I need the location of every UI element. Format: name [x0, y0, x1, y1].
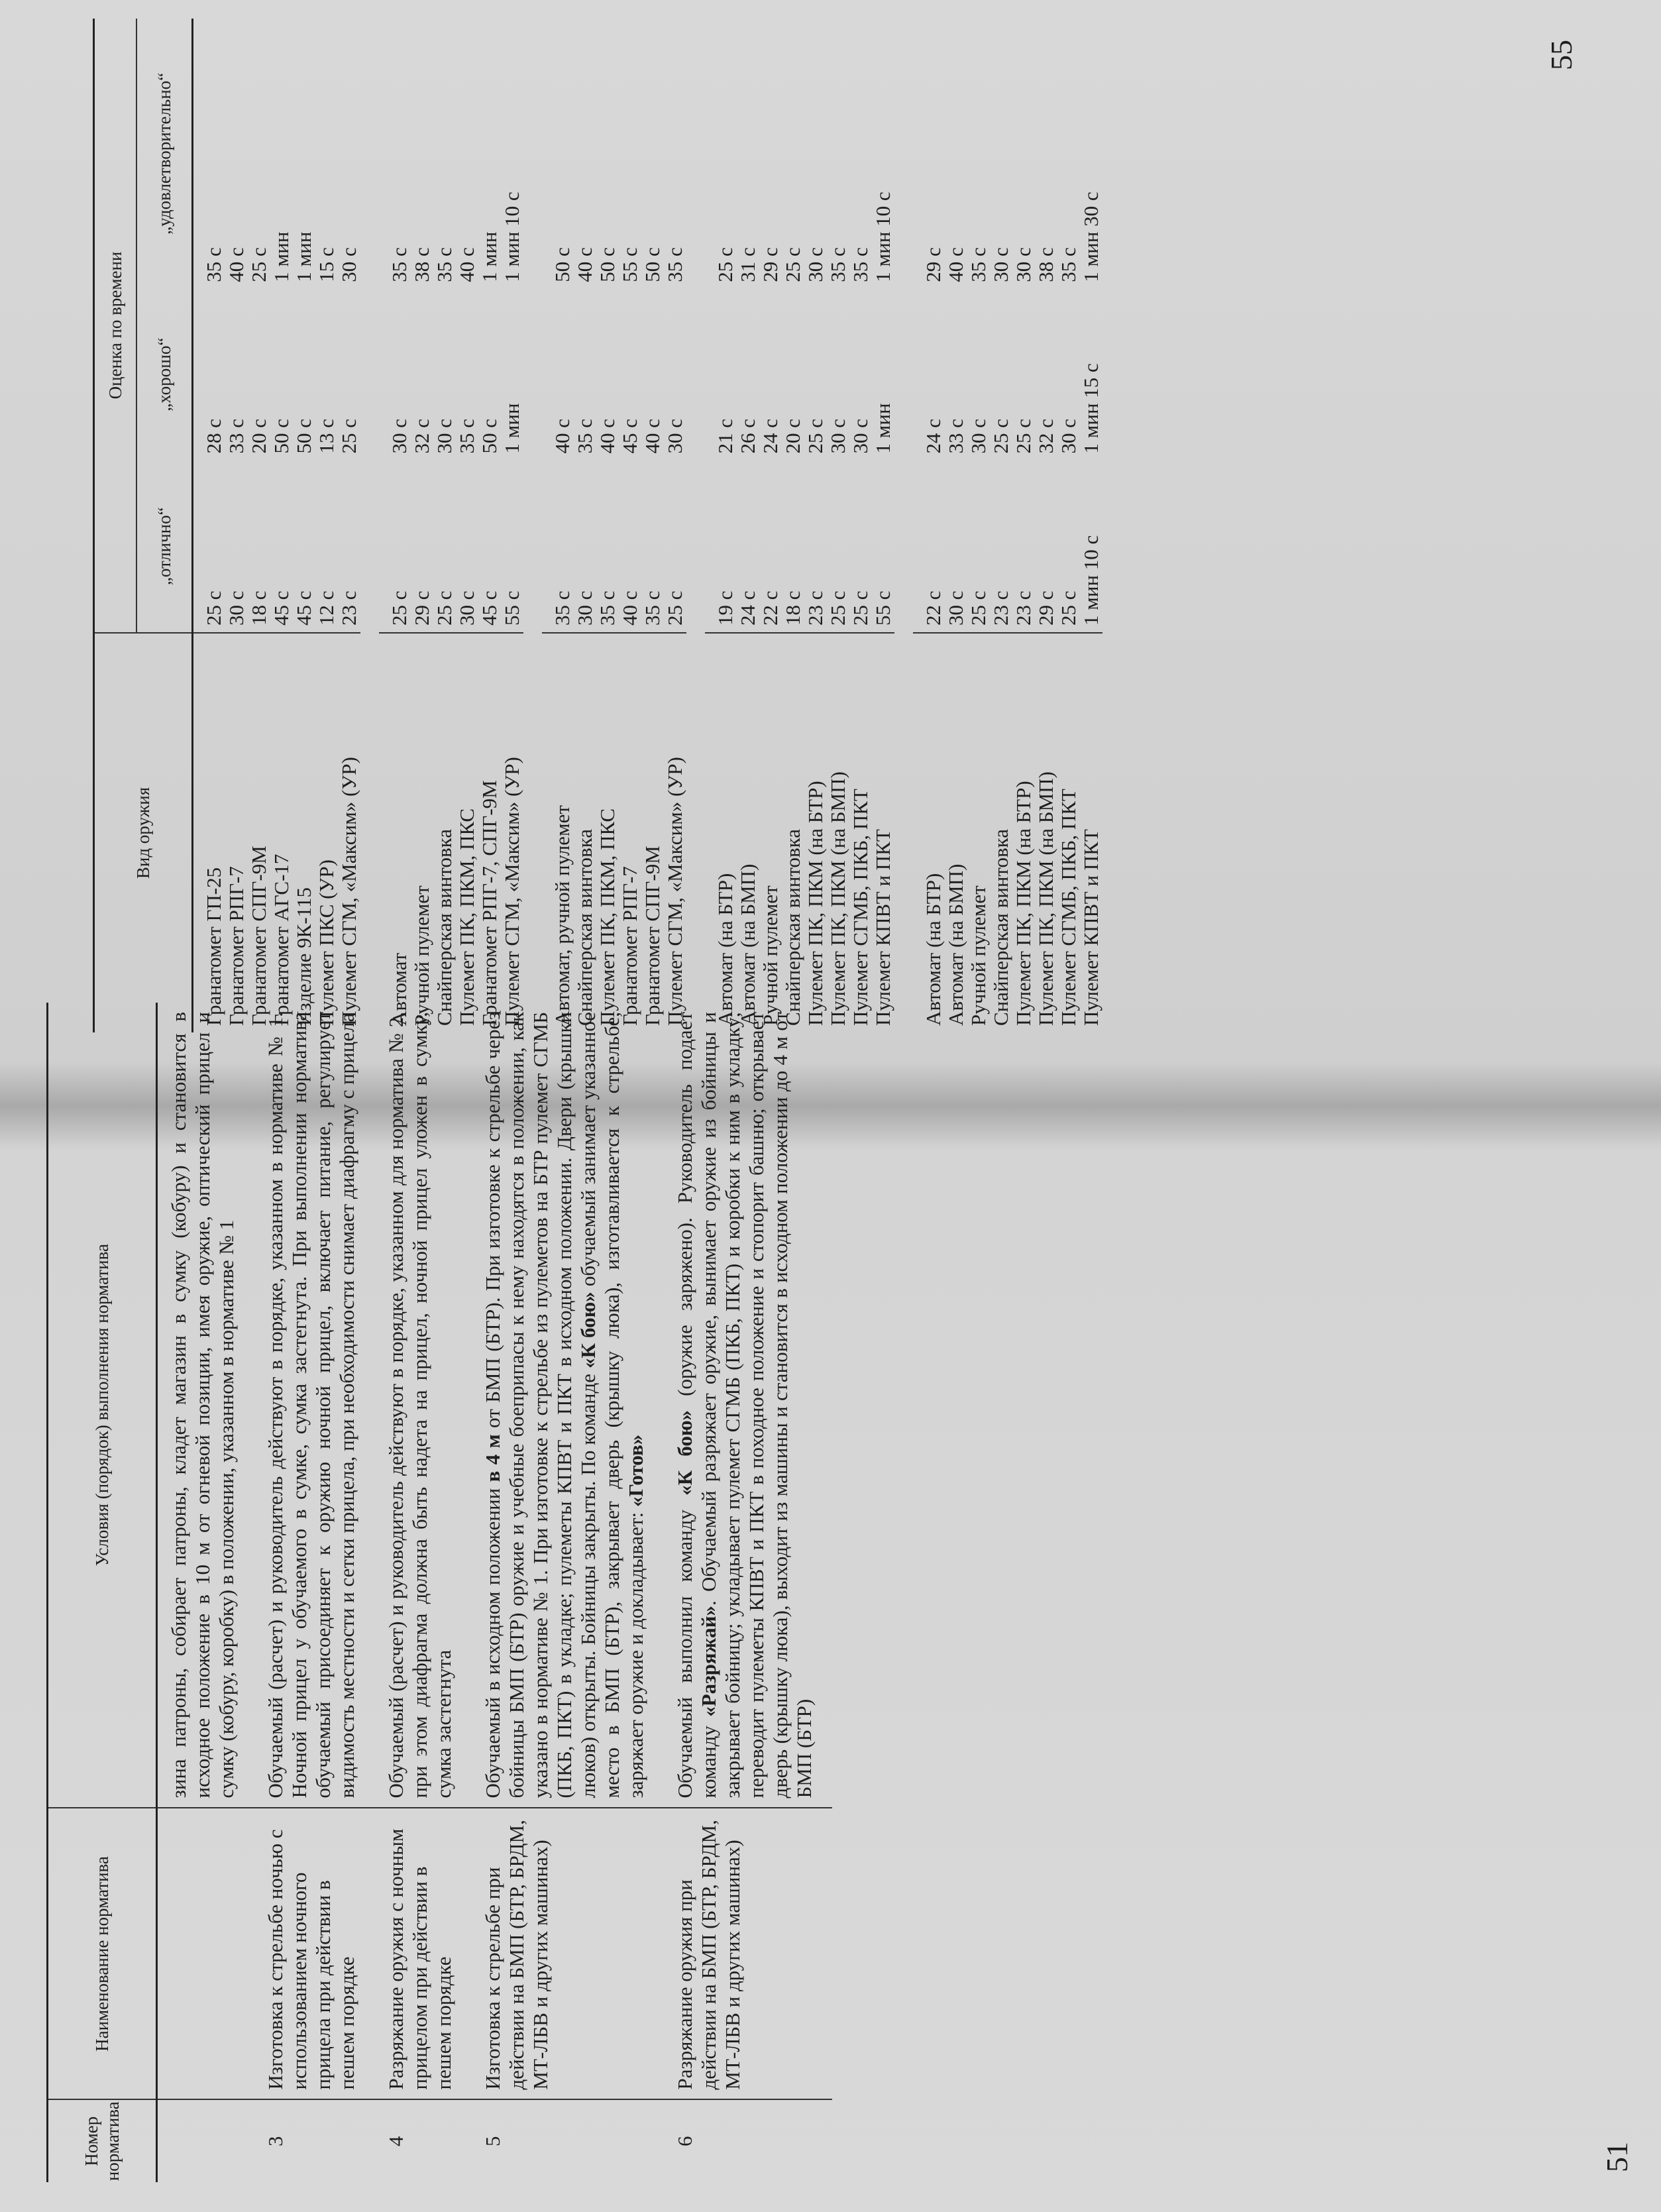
table-row — [664, 19, 686, 1032]
table-row — [254, 1003, 375, 2182]
row-number: 6 — [673, 2136, 696, 2146]
time-excellent: 40 с — [618, 590, 641, 626]
time-table-body — [193, 19, 1103, 1032]
time-satisfactory: 40 с — [944, 247, 967, 282]
time-excellent: 25 с — [202, 590, 225, 626]
separator-cell — [894, 19, 913, 1032]
time-good: 30 с — [433, 419, 456, 454]
weapon-name: Пулемет СГМБ, ПКБ, ПКТ — [1057, 633, 1080, 1032]
weapon-name: Пулемет СГМ, «Максим» (УР) — [664, 633, 686, 1032]
table-row — [472, 1003, 664, 2182]
time-good: 26 с — [736, 419, 759, 454]
time-good: 24 с — [922, 419, 945, 454]
time-excellent: 18 с — [781, 590, 804, 626]
time-good: 30 с — [388, 419, 411, 454]
table-row — [456, 19, 478, 1032]
header-number: Номер норматива — [48, 2099, 157, 2182]
row-conditions-continuation: зина патроны, собирает патроны, кладет магазин в сумку (кобуру) и становится в исходное положение в 10 м от огневой позиции, имея оружие, оптический прицел и сумку (кобуру, коробку) в положении, указанном в нормативе № 1 — [157, 1003, 255, 1808]
table-row — [849, 19, 872, 1032]
weapon-name: Автомат (на БМП) — [945, 633, 967, 1032]
time-satisfactory: 1 мин — [478, 231, 501, 282]
table-row — [705, 19, 737, 1032]
header-name: Наименование норматива — [48, 1808, 157, 2100]
time-excellent: 29 с — [1034, 590, 1057, 626]
table-row — [1057, 19, 1080, 1032]
weapon-name: Снайперская винтовка — [990, 633, 1012, 1032]
time-excellent: 30 с — [944, 590, 967, 626]
weapon-name: Изделие 9К-115 — [293, 633, 315, 1032]
time-excellent: 25 с — [388, 590, 411, 626]
weapon-name: Ручной пулемет — [411, 633, 433, 1032]
time-satisfactory: 29 с — [759, 247, 782, 282]
time-excellent: 25 с — [663, 590, 686, 626]
time-table-header — [94, 19, 137, 1032]
cond-text: от БМП (БТР). При изготовке к стрельбе через бойницы БМП (БТР) оружие и учебные боеприпасы к нему находятся в положении, как указано в нормативе № 1. При изготовке к стрельбе из пулеметов на БТР пулемет СГМБ (ПКБ, ПКТ) в укладке; пулеметы КПВТ и ПКТ в исходном положении. Двери (крышки люков) открыты. Бойницы закрыты. По команде — [481, 1011, 600, 1798]
time-rating-table — [93, 19, 1102, 1032]
time-satisfactory: 1 мин — [270, 231, 293, 282]
weapon-name: Пулемет ПК, ПКМ, ПКС — [596, 633, 619, 1032]
time-excellent: 45 с — [478, 590, 501, 626]
time-satisfactory: 30 с — [989, 247, 1012, 282]
table-row — [225, 19, 248, 1032]
weapon-name: Автомат (на БТР) — [913, 633, 945, 1032]
time-excellent: 25 с — [433, 590, 456, 626]
cond-emph: «Разряжай» — [697, 1606, 720, 1717]
time-excellent: 19 с — [714, 590, 737, 626]
row-conditions: Обучаемый (расчет) и руководитель действуют в порядке, указанном для норматива № 2, при этом диафрагма должна быть надета на прицел, ночной прицел уложен в сумку, сумка застегнута — [375, 1003, 472, 1808]
page-number-right: 55 — [1544, 40, 1578, 70]
table-row — [157, 1003, 255, 2182]
time-good: 30 с — [1057, 419, 1080, 454]
table-row — [248, 19, 270, 1032]
table-row — [967, 19, 990, 1032]
time-excellent: 23 с — [989, 590, 1012, 626]
table-row — [1080, 19, 1102, 1032]
time-excellent: 22 с — [922, 590, 945, 626]
weapon-name: Пулемет СГМ, «Максим» (УР) — [501, 633, 523, 1032]
time-excellent: 45 с — [270, 590, 293, 626]
time-satisfactory: 50 с — [551, 247, 574, 282]
time-satisfactory: 30 с — [337, 247, 360, 282]
weapon-name: Пулемет СГМБ, ПКБ, ПКТ — [849, 633, 872, 1032]
table-row — [293, 19, 315, 1032]
table-row — [804, 19, 827, 1032]
weapon-name: Автомат (на БТР) — [705, 633, 737, 1032]
time-good: 1 мин — [500, 403, 523, 454]
cond-text: обучаемый занимает указанное место в БМП (БТР), закрывает дверь (крышку люка), изготавливается к стрельбе, заряжает оружие и докладывает: — [576, 1012, 647, 1798]
weapon-name: Гранатомет СПГ-9М — [641, 633, 664, 1032]
cond-emph: «Готов» — [624, 1434, 647, 1508]
table-row — [574, 19, 596, 1032]
cond-text: . Обучаемый разряжает оружие, вынимает оружие из бойницы и закрывает бойницу; укладывает пулемет СГМБ (ПКБ, ПКТ) и коробки к ним в укладку; переводит пулеметы КПВТ и ПКТ в походное положение и стопорит башню; открывает дверь (крышку люка), выходит из машины и становится в исходном положении до 4 м от БМП (БТР) — [697, 1012, 816, 1798]
weapon-name: Пулемет ПК, ПКМ (на БМП) — [1035, 633, 1057, 1032]
time-satisfactory: 35 с — [849, 247, 872, 282]
weapon-name: Автомат — [379, 633, 411, 1032]
time-good: 25 с — [1012, 419, 1035, 454]
weapon-name: Автомат (на БМП) — [737, 633, 759, 1032]
group-separator — [894, 19, 913, 1032]
table-row — [501, 19, 523, 1032]
weapon-name: Гранатомет СПГ-9М — [248, 633, 270, 1032]
time-excellent: 30 с — [573, 590, 596, 626]
time-satisfactory: 35 с — [202, 247, 225, 282]
row-name: Разряжание оружия с ночным прицелом при действии в пешем порядке — [375, 1808, 472, 2100]
time-satisfactory: 40 с — [455, 247, 478, 282]
time-good: 30 с — [967, 419, 990, 454]
weapon-name: Пулемет ПК, ПКМ (на БМП) — [827, 633, 849, 1032]
left-page — [0, 1011, 1661, 2212]
time-satisfactory: 1 мин — [292, 231, 315, 282]
time-good: 35 с — [573, 419, 596, 454]
weapon-name: Пулемет КПВТ и ПКТ — [1080, 633, 1102, 1032]
row-conditions — [664, 1003, 832, 1808]
time-satisfactory: 50 с — [596, 247, 619, 282]
page-number-left: 51 — [1600, 2142, 1634, 2172]
table-row — [375, 1003, 472, 2182]
separator-cell — [686, 19, 705, 1032]
table-row — [411, 19, 433, 1032]
table-row — [619, 19, 641, 1032]
time-good: 45 с — [618, 419, 641, 454]
header-weapon: Вид оружия — [94, 633, 193, 1032]
time-excellent: 24 с — [736, 590, 759, 626]
header-good: „хорошо“ — [136, 289, 193, 461]
time-good: 32 с — [410, 419, 433, 454]
table-row — [782, 19, 804, 1032]
table-row — [193, 19, 226, 1032]
table-row — [338, 19, 360, 1032]
weapon-name: Снайперская винтовка — [574, 633, 596, 1032]
weapon-name: Автомат, ручной пулемет — [542, 633, 574, 1032]
weapon-name: Пулемет ПК, ПКМ (на БТР) — [1012, 633, 1035, 1032]
time-excellent: 30 с — [455, 590, 478, 626]
time-satisfactory: 1 мин 30 с — [1079, 192, 1102, 282]
time-good: 25 с — [337, 419, 360, 454]
time-good: 33 с — [225, 419, 248, 454]
time-good: 20 с — [781, 419, 804, 454]
time-excellent: 18 с — [247, 590, 270, 626]
weapon-name: Пулемет ПКС (УР) — [315, 633, 338, 1032]
separator-cell — [360, 19, 379, 1032]
row-conditions — [472, 1003, 664, 1808]
time-good: 40 с — [551, 419, 574, 454]
time-satisfactory: 25 с — [247, 247, 270, 282]
time-satisfactory: 35 с — [826, 247, 849, 282]
table-row — [542, 19, 574, 1032]
time-good: 13 с — [315, 419, 338, 454]
time-good: 20 с — [247, 419, 270, 454]
time-satisfactory: 25 с — [781, 247, 804, 282]
time-good: 35 с — [455, 419, 478, 454]
normative-table — [46, 1003, 832, 2182]
time-satisfactory: 50 с — [641, 247, 664, 282]
table-row — [1012, 19, 1035, 1032]
time-satisfactory: 25 с — [714, 247, 737, 282]
time-satisfactory: 35 с — [433, 247, 456, 282]
time-good: 33 с — [944, 419, 967, 454]
table-row — [478, 19, 501, 1032]
time-satisfactory: 40 с — [225, 247, 248, 282]
time-good: 28 с — [202, 419, 225, 454]
time-excellent: 25 с — [1057, 590, 1080, 626]
time-excellent: 35 с — [551, 590, 574, 626]
weapon-name: Пулемет ПК, ПКМ, ПКС — [456, 633, 478, 1032]
cond-emph: «К бою» — [673, 1410, 696, 1496]
cond-emph: «К бою» — [576, 1292, 600, 1368]
time-excellent: 29 с — [410, 590, 433, 626]
table-row — [664, 1003, 832, 2182]
time-satisfactory: 38 с — [1034, 247, 1057, 282]
row-name: Изготовка к стрельбе при действии на БМП (БТР, БРДМ, МТ-ЛБВ и других машинах) — [472, 1808, 664, 2100]
weapon-name: Гранатомет ГП-25 — [193, 633, 226, 1032]
weapon-name: Гранатомет АГС-17 — [270, 633, 293, 1032]
time-good: 40 с — [596, 419, 619, 454]
weapon-name: Ручной пулемет — [967, 633, 990, 1032]
row-number: 4 — [384, 2136, 407, 2146]
row-number — [157, 2099, 255, 2182]
time-good: 50 с — [478, 419, 501, 454]
time-excellent: 35 с — [641, 590, 664, 626]
time-excellent: 22 с — [759, 590, 782, 626]
time-satisfactory: 1 мин 10 с — [500, 192, 523, 282]
time-excellent: 25 с — [849, 590, 872, 626]
table-row — [872, 19, 894, 1032]
time-good: 25 с — [804, 419, 827, 454]
weapon-name: Гранатомет РПГ-7 — [225, 633, 248, 1032]
weapon-name: Снайперская винтовка — [782, 633, 804, 1032]
cond-text: (оружие заряжено). Руководитель подает команду — [673, 1012, 720, 1798]
weapon-name: Снайперская винтовка — [433, 633, 456, 1032]
time-satisfactory: 30 с — [804, 247, 827, 282]
time-good: 30 с — [826, 419, 849, 454]
time-excellent: 12 с — [315, 590, 338, 626]
table-row — [433, 19, 456, 1032]
table-row — [945, 19, 967, 1032]
table-row — [270, 19, 293, 1032]
time-good: 25 с — [989, 419, 1012, 454]
time-excellent: 25 с — [967, 590, 990, 626]
group-separator — [360, 19, 379, 1032]
weapon-name: Ручной пулемет — [759, 633, 782, 1032]
time-excellent: 1 мин 10 с — [1079, 535, 1102, 626]
row-conditions: Обучаемый (расчет) и руководитель действуют в порядке, указанном в нормативе № 1. Ночной прицел у обучаемого в сумке, сумка застегнута. При выполнении норматива обучаемый присоединяет к оружию ночной прицел, включает питание, регулирует видимость местности и сетки прицела, при необходимости снимает диафрагму с прицела — [254, 1003, 375, 1808]
table-row — [759, 19, 782, 1032]
row-name: Разряжание оружия при действии на БМП (БТР, БРДМ, МТ-ЛБВ и других машинах) — [664, 1808, 832, 2100]
row-name — [157, 1808, 255, 2100]
time-satisfactory: 31 с — [736, 247, 759, 282]
row-name: Изготовка к стрельбе ночью с использованием ночного прицела при действии в пешем порядке — [254, 1808, 375, 2100]
table-row — [737, 19, 759, 1032]
time-good: 40 с — [641, 419, 664, 454]
time-excellent: 23 с — [337, 590, 360, 626]
weapon-name: Пулемет ПК, ПКМ (на БТР) — [804, 633, 827, 1032]
header-satisfactory: „удовлетворительно“ — [136, 19, 193, 289]
cond-text: Обучаемый выполнил команду — [673, 1495, 696, 1798]
time-satisfactory: 1 мин 10 с — [871, 192, 894, 282]
time-satisfactory: 35 с — [967, 247, 990, 282]
time-satisfactory: 40 с — [573, 247, 596, 282]
time-good: 1 мин 15 с — [1079, 363, 1102, 454]
time-satisfactory: 35 с — [388, 247, 411, 282]
time-excellent: 45 с — [292, 590, 315, 626]
time-excellent: 55 с — [500, 590, 523, 626]
time-excellent: 35 с — [596, 590, 619, 626]
weapon-name: Гранатомет РПГ-7 — [619, 633, 641, 1032]
weapon-name: Гранатомет РПГ-7, СПГ-9М — [478, 633, 501, 1032]
group-separator — [523, 19, 542, 1032]
time-excellent: 30 с — [225, 590, 248, 626]
table-row — [315, 19, 338, 1032]
cond-emph: в 4 м — [481, 1434, 504, 1482]
header-excellent: „отлично“ — [136, 461, 193, 633]
time-good: 32 с — [1034, 419, 1057, 454]
time-satisfactory: 55 с — [618, 247, 641, 282]
row-number: 5 — [481, 2136, 504, 2146]
time-satisfactory: 38 с — [410, 247, 433, 282]
table-row — [641, 19, 664, 1032]
time-good: 50 с — [270, 419, 293, 454]
weapon-name: Пулемет КПВТ и ПКТ — [872, 633, 894, 1032]
time-excellent: 23 с — [804, 590, 827, 626]
time-satisfactory: 30 с — [1012, 247, 1035, 282]
time-good: 30 с — [849, 419, 872, 454]
time-excellent: 23 с — [1012, 590, 1035, 626]
table-row — [1035, 19, 1057, 1032]
normative-table-header — [48, 1003, 157, 2182]
time-good: 21 с — [714, 419, 737, 454]
table-row — [913, 19, 945, 1032]
time-good: 1 мин — [871, 403, 894, 454]
time-good: 30 с — [663, 419, 686, 454]
separator-cell — [523, 19, 542, 1032]
group-separator — [686, 19, 705, 1032]
weapon-name: Пулемет СГМ, «Максим» (УР) — [338, 633, 360, 1032]
time-good: 50 с — [292, 419, 315, 454]
row-number: 3 — [264, 2136, 287, 2146]
header-conditions: Условия (порядок) выполнения норматива — [48, 1003, 157, 1808]
table-row — [596, 19, 619, 1032]
time-good: 24 с — [759, 419, 782, 454]
cond-text: Обучаемый в исходном положении — [481, 1482, 504, 1798]
table-row — [827, 19, 849, 1032]
time-excellent: 55 с — [871, 590, 894, 626]
time-satisfactory: 35 с — [663, 247, 686, 282]
time-satisfactory: 35 с — [1057, 247, 1080, 282]
table-row — [990, 19, 1012, 1032]
time-excellent: 25 с — [826, 590, 849, 626]
header-rating: Оценка по времени — [94, 19, 137, 633]
time-satisfactory: 15 с — [315, 247, 338, 282]
table-row — [379, 19, 411, 1032]
time-satisfactory: 29 с — [922, 247, 945, 282]
